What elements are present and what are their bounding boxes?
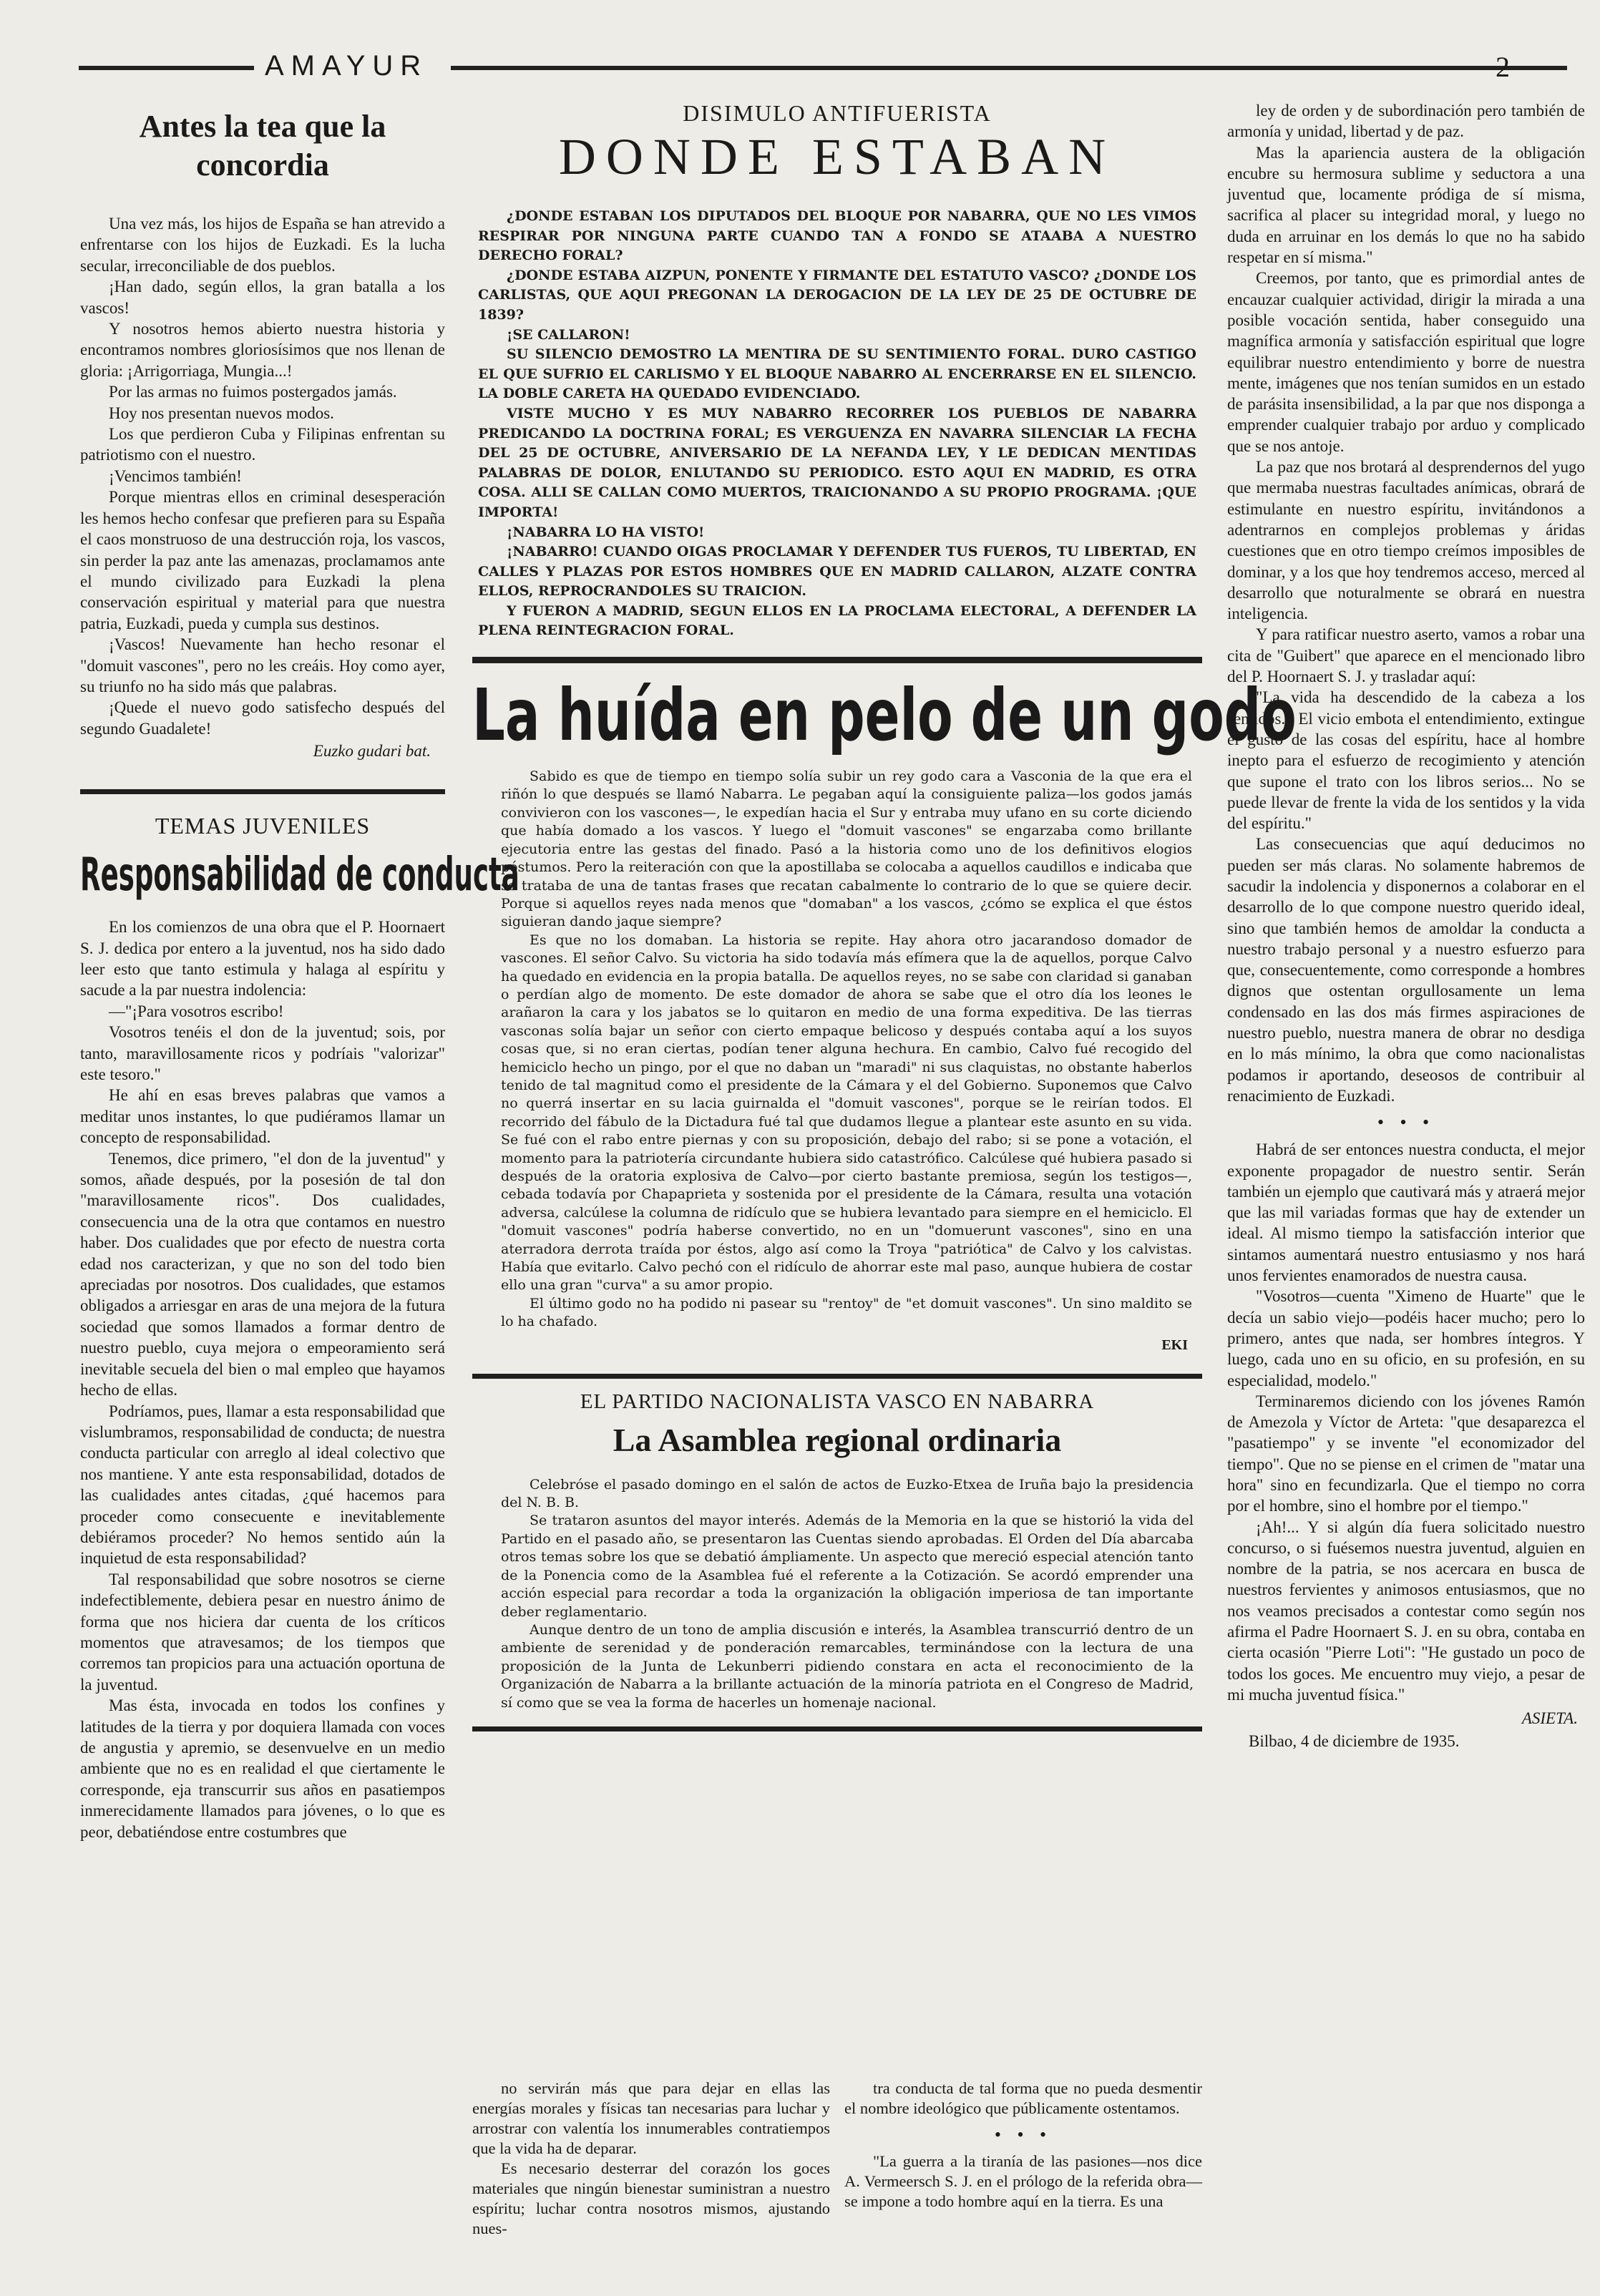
paragraph: "La guerra a la tiranía de las pasiones—nos dice A. Vermeersch S. J. en el prólogo de la referida obra—se impone a todo hombre aquí en la tierra. Es una [844,2152,1202,2210]
paragraph: Una vez más, los hijos de España se han atrevido a enfrentarse con los hijos de Euzkadi. Es la lucha secular, irreconciliable de dos pueblos. [80,215,445,275]
section-rule [472,1374,1202,1379]
continuation-body-3a [1227,100,1585,1106]
paragraph: Es necesario desterrar del corazón los goces materiales que ningún bienestar suministran a nuestro espíritu; luchar contra nosotros mismos, ajustando nues- [472,2159,830,2237]
paragraph: En los comienzos de una obra que el P. Hoornaert S. J. dedica por entero a la juventud, nos ha sido dado leer esto que tanto estimula y halaga al espíritu y sacude a la par nuestra indolencia: [80,918,445,1000]
paragraph: He ahí en esas breves palabras que vamos a meditar unos instantes, lo que pudiéramos llamar un concepto de responsabilidad. [80,1086,445,1147]
paragraph: Vosotros tenéis el don de la juventud; sois, por tanto, maravillosamente ricos y podríais "valorizar" este tesoro." [80,1023,445,1083]
page-header [79,50,1538,86]
section-rule [80,789,445,794]
continuation-body-3b [1227,1139,1585,1705]
article-title-responsabilidad: Responsabilidad de conducta [80,849,519,902]
column-continuation-1 [472,2078,830,2286]
article-signature: Euzko gudari bat. [313,742,431,761]
section-kicker-disimulo: DISIMULO ANTIFUERISTA [683,100,992,126]
paragraph: Y para ratificar nuestro aserto, vamos a robar una cita de "Guibert" que aparece en el mencionado libro del P. Hoornaert S. J. y trasladar aquí: [1227,625,1585,686]
paragraph: VISTE MUCHO Y ES MUY NABARRO RECORRER LOS PUEBLOS DE NABARRA PREDICANDO LA DOCTRINA FORAL; ES VERGUENZA EN NAVARRA SILENCIAR LA FECHA DEL 25 DE OCTUBRE, ANIVERSARIO DE LA NEFANDA LEY, Y LE DEDICAN MENTIDAS PALABRAS DE DOLOR, ENLUTANDO SU PERIODICO. ESTO AQUI EN MADRID, ES OTRA COSA. ALLI SE CALLAN COMO MUERTOS, TRAICIONANDO A SU PROPIO PROGRAMA. ¡QUE IMPORTA! [478,405,1196,520]
paragraph: ¡Ah!... Y si algún día fuera solicitado nuestro concurso, o si fuésemos nuestra juventud, alguien en nombre de la patria, se nos acercara en busca de nuestros fervientes y animosos entusiasmos, que no nos veamos precisados a contestar como según nos afirma el Padre Hoornaert S. J. en su obra, contaba en cierta ocasión "Pierre Loti": "He gustado un poco de todos los goces. Me encuentro muy viejo, a pesar de mi mucha juventud física." [1227,1518,1585,1704]
paragraph: Y FUERON A MADRID, SEGUN ELLOS EN LA PROCLAMA ELECTORAL, A DEFENDER LA PLENA REINTEGRACION FORAL. [478,602,1196,639]
separator-dots: • • • [994,2124,1053,2145]
paragraph: "Vosotros—cuenta "Ximeno de Huarte" que le decía un sabio viejo—podéis hacer mucho; pero lo primero, antes que nada, ser hombres íntegros. Y luego, cada uno en su oficio, en su profesión, en su especialidad, modelo." [1227,1287,1585,1389]
article-body-huida-godo [472,768,1202,1332]
paragraph: Mas la apariencia austera de la obligación encubre su hermosura sublime y seductora a una juventud que, locamente pródiga de sí misma, sacrifica al placer su integridad moral, y luego no duda en arruinar en los demás lo que no ha sabido respetar en sí misma." [1227,143,1585,267]
paragraph: ¡NABARRO! CUANDO OIGAS PROCLAMAR Y DEFENDER TUS FUEROS, TU LIBERTAD, EN CALLES Y PLAZAS POR ESTOS HOMBRES QUE EN MADRID CALLARON, ALZATE CONTRA ELLOS, REPROCRANDOLES SU TRAICION. [478,544,1196,600]
continuation-body-2a [844,2078,1202,2119]
paragraph: —"¡Para vosotros escribo! [109,1002,284,1020]
paragraph: ¡Vencimos también! [109,466,242,485]
header-rule-left [79,66,254,70]
paragraph: Hoy nos presentan nuevos modos. [109,404,334,422]
separator-dots: • • • [1377,1112,1435,1133]
paragraph: Celebróse el pasado domingo en el salón de actos de Euzko-Etxea de Iruña bajo la presidencia del N. B. B. [501,1476,1194,1511]
dateline: Bilbao, 4 de diciembre de 1935. [1249,1732,1460,1751]
paragraph: ¡Quede el nuevo godo satisfecho después del segundo Guadalete! [80,698,445,738]
paragraph: Creemos, por tanto, que es primordial antes de encauzar cualquier actividad, dirigir la mirada a una posible vocación sentida, haber conseguido una magnífica armonía y satisfacción espiritual que logre equilibrar nuestro entendimiento y borre de nuestra mente, imágenes que nos tenían sumidos en un estado de parásita insensibilidad, a la par que nos disponga a emprender cualquier trabajo por arduo y complicado que se nos antoje. [1227,269,1585,455]
continuation-body-1 [472,2078,830,2239]
paragraph: ¡NABARRA LO HA VISTO! [507,524,705,540]
paragraph: Y nosotros hemos abierto nuestra historia y encontramos nombres gloriosísimos que nos llenan de gloria: ¡Arrigorriaga, Mungia...! [80,320,445,380]
paragraph: Aunque dentro de un tono de amplia discusión e interés, la Asamblea transcurrió dentro de un ambiente de serenidad y de ponderación remarcables, terminándose con la lectura de una proposición de la Junta de Lekunberri pidiendo constara en acta el reconocimiento de la Organización de Nabarra a la brillante actuación de la minoría patriota en el Congreso de Madrid, sí como que se vea la forma de hacerles un homenaje nacional. [501,1621,1194,1711]
column-continuation-2 [844,2078,1202,2286]
article-signature-asieta: ASIETA. [1521,1709,1578,1728]
paragraph: ¿DONDE ESTABAN LOS DIPUTADOS DEL BLOQUE POR NABARRA, QUE NO LES VIMOS RESPIRAR POR NINGUNA PARTE CUANDO TAN A FONDO SE ATAABA A NUESTRO DERECHO FORAL? [478,208,1196,264]
article-title-asamblea: La Asamblea regional ordinaria [613,1421,1062,1458]
article-title-huida-godo: La huída en pelo de un godo [472,673,1297,758]
paragraph: El último godo no ha podido ni pasear su "rentoy" de "et domuit vascones". Un sino maldito se lo ha chafado. [501,1295,1192,1330]
paragraph: Tenemos, dice primero, "el don de la juventud" y somos, añade después, por la posesión de tal don "maravillosamente ricos". Dos cualidades, consecuencia una de la otra que contamos en nuestro haber. Dos cualidades que por efecto de nuestra corta edad nos caracterizan, y que no son del todo bien apreciadas por nosotros. Dos cualidades, que estamos obligados a arriesgar en aras de una mejora de la futura sociedad que somos llamados a formar dentro de nuestro pueblo, cuya mejora o empeoramiento será inevitable secuela del bien o mal empleo que hayamos hecho de ellas. [80,1149,445,1399]
masthead: AMAYUR [265,50,429,82]
paragraph: Se trataron asuntos del mayor interés. Además de la Memoria en la que se historió la vida del Partido en el pasado año, se presentaron las Cuentas siendo aprobadas. El Orden del Día abarcaba otros temas sobre los que se debatió ámpliamente. Un aspecto que mereció especial atención tanto de la Ponencia como de la Asamblea fué el referente a la Cotización. Se acordó emprender una acción especial para recordar a toda la organización la obligación imperiosa de tan importante deber reglamentario. [501,1513,1194,1620]
paragraph: Las consecuencias que aquí deducimos no pueden ser más claras. No solamente habremos de sacudir la indolencia y disponernos a colaborar en el desarrollo de lo que compone nuestro querido ideal, sino que también hemos de amoldar la conducta a nuestro trabajo personal y a nuestro esfuerzo para que, consecuentemente, como corresponde a hombres dignos que ostentan orgullosamente un lema condensado en las dos más firmes aspiraciones de nuestro pueblo, nuestra manera de obrar no desdiga en lo más mínimo, la obra que como nacionalistas podamos ir aportando, deseosos de contribuir al renacimiento de Euzkadi. [1227,835,1585,1105]
article-body-asamblea [472,1476,1202,1712]
section-kicker-partido: EL PARTIDO NACIONALISTA VASCO EN NABARRA [580,1389,1095,1413]
article-signature-eki: EKI [1161,1337,1188,1353]
paragraph: Sabido es que de tiempo en tiempo solía subir un rey godo cara a Vasconia de la que era el riñón lo que después se llamó Nabarra. Le pegaban aquí la consiguiente paliza—los godos jamás convivieron con los vascones—, le expedían hacia el Sur y entraba muy ufano en su corte diciendo que había domado a los vascos. Y luego el "domuit vascones" se engarzaba como brillante ejecutoria entre las gestas del finado. Pasó a la historia como uno de los definitivos elogios póstumos. Pero la reiteración con que la apostillaba se colocaba a aquellos caudillos e indicaba que se trataba de una de tantas frases que recatan cabalmente lo contrario de lo que se quiere decir. Porque si aquellos reyes nada menos que "domaban" a los vascos, ¿cómo se explica el que éstos siguieran dando jaque siempre? [501,768,1192,930]
paragraph: Tal responsabilidad que sobre nosotros se cierne indefectiblemente, debiera pesar en nuestro ánimo de forma que nos hiciera dar cuenta de los críticos momentos que atravesamos; de los tiempos que corremos tan propicios para una actuación oportuna de la juventud. [80,1570,445,1694]
header-rule-right [451,66,1567,70]
paragraph: ¡Vascos! Nuevamente han hecho resonar el "domuit vascones", pero no les creáis. Hoy como ayer, su triunfo no ha sido más que palabras. [80,635,445,695]
paragraph: Por las armas no fuimos postergados jamás. [109,383,397,401]
column-center [472,100,1297,2082]
paragraph: Mas ésta, invocada en todos los confines y latitudes de la tierra y por doquiera llamada con voces de angustia y apremio, se desenvuelve en un medio ambiente que no es en realidad el que ciertamente le corresponde, eja transcurrir sus años en pasatiempos inmerecidamente llamados para jóvenes, o lo que es peor, debatiéndose entre costumbres que [80,1696,445,1841]
paragraph: SU SILENCIO DEMOSTRO LA MENTIRA DE SU SENTIMIENTO FORAL. DURO CASTIGO EL QUE SUFRIO EL CARLISMO Y EL BLOQUE NABARRO AL ENCERRARSE EN EL SILENCIO. LA DOBLE CARETA HA QUEDADO EVIDENCIADO. [478,346,1196,402]
paragraph: ley de orden y de subordinación pero también de armonía y unidad, libertad y de paz. [1227,102,1585,141]
paragraph: Es que no los domaban. La historia se repite. Hay ahora otro jacarandoso domador de vascones. El señor Calvo. Su victoria ha sido todavía más efímera que la de aquellos, porque Calvo ha quedado en evidencia en la propia batalla. De aquellos reyes, no se sabe con claridad si ganaban o perdían algo de momento. De este domador de ahora se sabe que el otro día los leones le arañaron la cara y los jabatos se lo quitaron en medio de una forma expeditiva. De las tierras vasconas solía bajar un señor con cierto empaque belicoso y después contaba aquí a los suyos cosas que, si no eran ciertas, podían tener alguna hechura. En cambio, Calvo fué recogido del hemiciclo hecho un pingo, por el que no daban un "maradi" ni sus claquistas, no obstante haberlos tenido de tal magnitud como el presidente de la Cámara y el del Gobierno. Suponemos que Calvo no querrá insertar en su lacia guirnalda el "domuit vascones", porque se le reirían todos. El recorrido del fábulo de la Dictadura fué tal que dudamos llegue a plantear este asunto en su vida. Se fué con el rabo entre piernas y con su proposición, debajo del rabo; si se pone a votación, el momento para la patriotería circundante hubiera sido catastrófico. Calcúlese qué hubiera pasado si después de la oratoria explosiva de Calvo—por cierto bastante premiosa, según los testigos—, cebada todavía por Chapaprieta y sostenida por el presidente de la Cámara, resulta una votación adversa, calcúlese la columna de ridículo que se hubiera levantado para siempre en el hemiciclo. El "domuit vascones" podría haberse convertido, no en un "domuerunt vascones", sino en una aterradora derrota traída por éstos, algo así como la Troya "patriótica" de Calvo y los calvistas. Había que evitarlo. Calvo pechó con el ridículo de ahorrar este mal paso, aunque hubiera de costar ello una gran "curva" a su amor propio. [501,932,1192,1294]
column-left [80,100,519,2275]
paragraph: Habrá de ser entonces nuestra conducta, el mejor exponente propagador de nuestro sentir. Serán también un ejemplo que cautivará más y atraerá mejor que las mil variadas formas que hay de extender un ideal. Al mismo tiempo la satisfacción interior que sintamos aumentará nuestro entusiasmo y nos hará unos fervientes enamorados de nuestra causa. [1227,1140,1585,1285]
paragraph: ¡Han dado, según ellos, la gran batalla a los vascos! [80,278,445,317]
article-body-antes-la-tea [80,213,445,739]
paragraph: Terminaremos diciendo con los jóvenes Ramón de Amezola y Víctor de Arteta: "que desaparezca el "pasatiempo" y se invente "el economizador del tiempo". Que no se piense en el crimen de "matar una hora" sino en fecundizarla. Que el tiempo no corra por el hombre, sino el hombre por el tiempo." [1227,1392,1585,1515]
article-body-responsabilidad [80,917,445,1842]
paragraph: Podríamos, pues, llamar a esta responsabilidad que vislumbramos, responsabilidad de conducta; de nuestra conducta particular con arreglo al ideal colectivo que nos mantiene. Y ante esta responsabilidad, dotados de las cualidades antes citadas, ¿qué hacemos para proceder como consecuente e inevitablemente debiéramos proceder? No hemos sentido aún la inquietud de esta responsabilidad? [80,1402,445,1568]
paragraph: "La vida ha descendido de la cabeza a los sentidos... El vicio embota el entendimiento, extingue el gusto de las cosas del espíritu, hace al hombre inepto para el esfuerzo de recogimiento y atención que supone el trato con los libros serios... No se puede llevar de frente la vida de los sentidos y la vida del espíritu." [1227,688,1585,833]
continuation-body-2b [844,2151,1202,2212]
article-body-donde-estaban [472,200,1202,641]
section-rule [472,1726,1202,1731]
paragraph: Los que perdieron Cuba y Filipinas enfrentan su patriotismo con el nuestro. [80,425,445,464]
article-title-donde-estaban: DONDE ESTABAN [558,128,1116,185]
article-title-antes-la-tea: Antes la tea que la concordia [139,109,386,182]
paragraph: Porque mientras ellos en criminal desesperación les hemos hecho confesar que prefieren para su España el caos monstruoso de una destrucción roja, los vascos, sin perder la paz ante las amenazas, proclamamos ante el mundo civilizado para Euzkadi la plena conservación espiritual y material para que nuestra patria, Euzkadi, pueda y cumpla sus destinos. [80,488,445,632]
column-right [1227,100,1585,2275]
section-kicker-temas-juveniles: TEMAS JUVENILES [155,813,371,839]
paragraph: ¿DONDE ESTABA AIZPUN, PONENTE Y FIRMANTE DEL ESTATUTO VASCO? ¿DONDE LOS CARLISTAS, QUE AQUI PREGONAN LA DEROGACION DE LA LEY DE 25 DE OCTUBRE DE 1839? [478,267,1196,323]
paragraph: ¡SE CALLARON! [507,326,630,343]
paragraph: tra conducta de tal forma que no pueda desmentir el nombre ideológico que públicamente ostentamos. [844,2079,1202,2117]
section-rule [472,657,1202,663]
paragraph: La paz que nos brotará al desprendernos del yugo que mermaba nuestras facultades anímicas, obrará de estimulante en nuestro espíritu, invitándonos a adentrarnos en complejos problemas y áridas cuestiones que en otro tiempo creímos imposibles de dominar, y a los que hoy tendremos acceso, merced al desarrollo que noturalmente se obrará en nuestra inteligencia. [1227,458,1585,623]
page-number: 2 [1496,51,1510,83]
paragraph: no servirán más que para dejar en ellas las energías morales y físicas tan necesarias para luchar y arrostrar con valentía los innumerables contratiempos que la vida ha de deparar. [472,2079,830,2157]
